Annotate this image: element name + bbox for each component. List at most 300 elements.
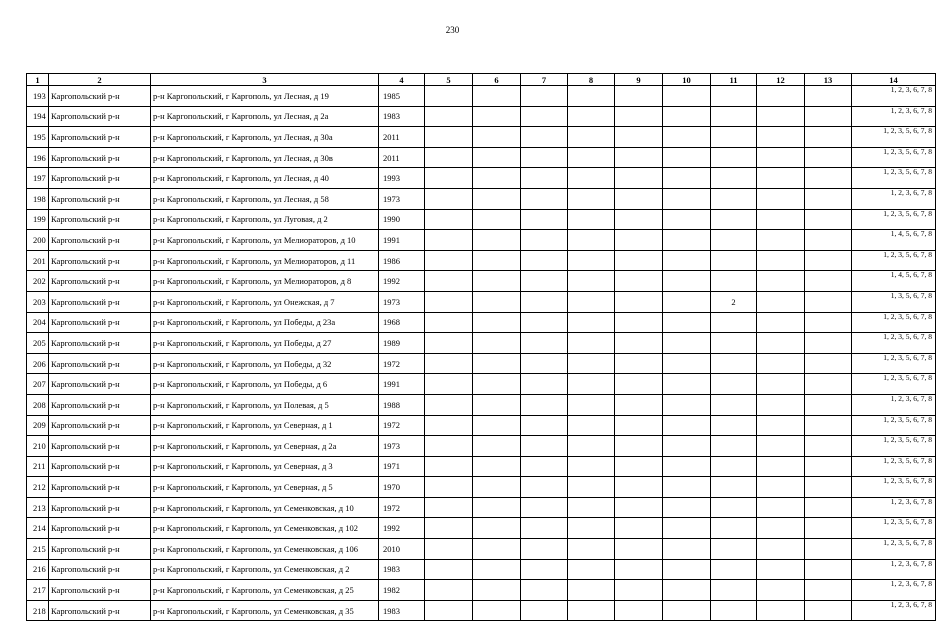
col14-cell: 1, 2, 3, 5, 6, 7, 8: [852, 147, 936, 168]
col6-cell: [473, 250, 521, 271]
col7-cell: [521, 497, 568, 518]
year-cell: 1970: [379, 477, 425, 498]
col6-cell: [473, 230, 521, 251]
address-cell: р-н Каргопольский, г Каргополь, ул Семенковская, д 35: [151, 600, 379, 621]
table-row: [27, 374, 936, 395]
district-cell: Каргопольский р-н: [49, 374, 151, 395]
col9-cell: [615, 271, 663, 292]
table-row: [27, 415, 936, 436]
col14-cell: 1, 2, 3, 5, 6, 7, 8: [852, 477, 936, 498]
col6-cell: [473, 436, 521, 457]
table-row: [27, 106, 936, 127]
column-header: 11: [711, 74, 757, 86]
col14-cell: 1, 2, 3, 5, 6, 7, 8: [852, 415, 936, 436]
col12-cell: [757, 353, 805, 374]
col14-cell: 1, 2, 3, 6, 7, 8: [852, 600, 936, 621]
year-cell: 1972: [379, 415, 425, 436]
year-cell: 1973: [379, 291, 425, 312]
table-row: [27, 230, 936, 251]
col8-cell: [568, 209, 615, 230]
table-row: [27, 353, 936, 374]
col13-cell: [805, 518, 852, 539]
col5-cell: [425, 86, 473, 107]
col11-cell: [711, 353, 757, 374]
address-cell: р-н Каргопольский, г Каргополь, ул Северная, д 3: [151, 456, 379, 477]
row-number-cell: 206: [27, 353, 49, 374]
address-cell: р-н Каргопольский, г Каргополь, ул Северная, д 2а: [151, 436, 379, 457]
col12-cell: [757, 230, 805, 251]
col10-cell: [663, 86, 711, 107]
row-number-cell: 215: [27, 539, 49, 560]
row-number-cell: 203: [27, 291, 49, 312]
table-row: [27, 456, 936, 477]
col11-cell: [711, 456, 757, 477]
col8-cell: [568, 188, 615, 209]
col8-cell: [568, 106, 615, 127]
district-cell: Каргопольский р-н: [49, 106, 151, 127]
col12-cell: [757, 291, 805, 312]
col7-cell: [521, 539, 568, 560]
col13-cell: [805, 147, 852, 168]
col14-cell: 1, 2, 3, 5, 6, 7, 8: [852, 127, 936, 148]
year-cell: 1983: [379, 559, 425, 580]
col7-cell: [521, 127, 568, 148]
table-row: [27, 312, 936, 333]
col5-cell: [425, 312, 473, 333]
col13-cell: [805, 559, 852, 580]
col13-cell: [805, 333, 852, 354]
col13-cell: [805, 209, 852, 230]
year-cell: 2011: [379, 147, 425, 168]
year-cell: 1989: [379, 333, 425, 354]
col9-cell: [615, 86, 663, 107]
year-cell: 1972: [379, 497, 425, 518]
col13-cell: [805, 168, 852, 189]
address-cell: р-н Каргопольский, г Каргополь, ул Семенковская, д 106: [151, 539, 379, 560]
col11-cell: [711, 271, 757, 292]
col12-cell: [757, 106, 805, 127]
col13-cell: [805, 415, 852, 436]
column-header: 12: [757, 74, 805, 86]
col5-cell: [425, 127, 473, 148]
col10-cell: [663, 250, 711, 271]
col7-cell: [521, 86, 568, 107]
col12-cell: [757, 312, 805, 333]
header-row: [27, 74, 936, 86]
col9-cell: [615, 497, 663, 518]
col5-cell: [425, 456, 473, 477]
col5-cell: [425, 353, 473, 374]
col8-cell: [568, 600, 615, 621]
row-number-cell: 204: [27, 312, 49, 333]
col14-cell: 1, 2, 3, 5, 6, 7, 8: [852, 436, 936, 457]
column-header: 14: [852, 74, 936, 86]
col11-cell: [711, 127, 757, 148]
col12-cell: [757, 147, 805, 168]
col14-cell: 1, 2, 3, 6, 7, 8: [852, 497, 936, 518]
year-cell: 1972: [379, 353, 425, 374]
district-cell: Каргопольский р-н: [49, 600, 151, 621]
row-number-cell: 198: [27, 188, 49, 209]
address-cell: р-н Каргопольский, г Каргополь, ул Победы, д 23а: [151, 312, 379, 333]
row-number-cell: 205: [27, 333, 49, 354]
col5-cell: [425, 209, 473, 230]
col8-cell: [568, 477, 615, 498]
col5-cell: [425, 539, 473, 560]
col14-cell: 1, 2, 3, 5, 6, 7, 8: [852, 312, 936, 333]
col8-cell: [568, 394, 615, 415]
col6-cell: [473, 559, 521, 580]
col7-cell: [521, 559, 568, 580]
col8-cell: [568, 559, 615, 580]
year-cell: 1983: [379, 600, 425, 621]
col6-cell: [473, 209, 521, 230]
col11-cell: [711, 600, 757, 621]
address-cell: р-н Каргопольский, г Каргополь, ул Онежская, д 7: [151, 291, 379, 312]
col14-cell: 1, 2, 3, 6, 7, 8: [852, 559, 936, 580]
col10-cell: [663, 127, 711, 148]
table-row: [27, 518, 936, 539]
district-cell: Каргопольский р-н: [49, 518, 151, 539]
col8-cell: [568, 333, 615, 354]
col9-cell: [615, 230, 663, 251]
address-cell: р-н Каргопольский, г Каргополь, ул Семенковская, д 2: [151, 559, 379, 580]
col11-cell: [711, 559, 757, 580]
district-cell: Каргопольский р-н: [49, 209, 151, 230]
table-row: [27, 333, 936, 354]
col10-cell: [663, 436, 711, 457]
district-cell: Каргопольский р-н: [49, 250, 151, 271]
row-number-cell: 207: [27, 374, 49, 395]
address-cell: р-н Каргопольский, г Каргополь, ул Мелиораторов, д 8: [151, 271, 379, 292]
district-cell: Каргопольский р-н: [49, 86, 151, 107]
col12-cell: [757, 580, 805, 601]
col10-cell: [663, 291, 711, 312]
column-header: 9: [615, 74, 663, 86]
address-cell: р-н Каргопольский, г Каргополь, ул Победы, д 27: [151, 333, 379, 354]
col8-cell: [568, 168, 615, 189]
col12-cell: [757, 394, 805, 415]
col9-cell: [615, 209, 663, 230]
col11-cell: [711, 436, 757, 457]
district-cell: Каргопольский р-н: [49, 168, 151, 189]
district-cell: Каргопольский р-н: [49, 497, 151, 518]
col5-cell: [425, 230, 473, 251]
col12-cell: [757, 127, 805, 148]
col9-cell: [615, 291, 663, 312]
col12-cell: [757, 271, 805, 292]
district-cell: Каргопольский р-н: [49, 291, 151, 312]
col6-cell: [473, 477, 521, 498]
col8-cell: [568, 518, 615, 539]
row-number-cell: 202: [27, 271, 49, 292]
col6-cell: [473, 127, 521, 148]
col8-cell: [568, 456, 615, 477]
row-number-cell: 211: [27, 456, 49, 477]
col6-cell: [473, 497, 521, 518]
col11-cell: [711, 168, 757, 189]
table-body: [27, 86, 936, 621]
col7-cell: [521, 456, 568, 477]
col10-cell: [663, 600, 711, 621]
col11-cell: [711, 497, 757, 518]
col14-cell: 1, 2, 3, 5, 6, 7, 8: [852, 518, 936, 539]
col12-cell: [757, 209, 805, 230]
table-row: [27, 497, 936, 518]
col7-cell: [521, 106, 568, 127]
col7-cell: [521, 353, 568, 374]
district-cell: Каргопольский р-н: [49, 312, 151, 333]
col9-cell: [615, 436, 663, 457]
col13-cell: [805, 230, 852, 251]
col11-cell: [711, 477, 757, 498]
col8-cell: [568, 230, 615, 251]
row-number-cell: 212: [27, 477, 49, 498]
col11-cell: [711, 209, 757, 230]
col13-cell: [805, 106, 852, 127]
col14-cell: 1, 2, 3, 6, 7, 8: [852, 106, 936, 127]
col9-cell: [615, 333, 663, 354]
col7-cell: [521, 230, 568, 251]
col12-cell: [757, 86, 805, 107]
col14-cell: 1, 4, 5, 6, 7, 8: [852, 230, 936, 251]
col5-cell: [425, 394, 473, 415]
district-cell: Каргопольский р-н: [49, 271, 151, 292]
col5-cell: [425, 436, 473, 457]
table-row: [27, 271, 936, 292]
col8-cell: [568, 291, 615, 312]
address-cell: р-н Каргопольский, г Каргополь, ул Лесная, д 30а: [151, 127, 379, 148]
column-header: 6: [473, 74, 521, 86]
district-cell: Каргопольский р-н: [49, 127, 151, 148]
col11-cell: [711, 333, 757, 354]
row-number-cell: 210: [27, 436, 49, 457]
col14-cell: 1, 2, 3, 5, 6, 7, 8: [852, 250, 936, 271]
col9-cell: [615, 312, 663, 333]
address-cell: р-н Каргопольский, г Каргополь, ул Мелиораторов, д 11: [151, 250, 379, 271]
column-header: 10: [663, 74, 711, 86]
col6-cell: [473, 518, 521, 539]
col9-cell: [615, 415, 663, 436]
col6-cell: [473, 394, 521, 415]
col10-cell: [663, 106, 711, 127]
year-cell: 1971: [379, 456, 425, 477]
year-cell: 1991: [379, 374, 425, 395]
col9-cell: [615, 580, 663, 601]
column-header: 4: [379, 74, 425, 86]
col7-cell: [521, 333, 568, 354]
col13-cell: [805, 497, 852, 518]
col12-cell: [757, 333, 805, 354]
col13-cell: [805, 250, 852, 271]
col14-cell: 1, 2, 3, 6, 7, 8: [852, 188, 936, 209]
col9-cell: [615, 600, 663, 621]
col6-cell: [473, 291, 521, 312]
col10-cell: [663, 456, 711, 477]
district-cell: Каргопольский р-н: [49, 559, 151, 580]
address-cell: р-н Каргопольский, г Каргополь, ул Победы, д 6: [151, 374, 379, 395]
table-row: [27, 539, 936, 560]
col7-cell: [521, 209, 568, 230]
col14-cell: 1, 2, 3, 5, 6, 7, 8: [852, 168, 936, 189]
address-cell: р-н Каргопольский, г Каргополь, ул Лесная, д 2а: [151, 106, 379, 127]
row-number-cell: 194: [27, 106, 49, 127]
col9-cell: [615, 394, 663, 415]
col14-cell: 1, 2, 3, 5, 6, 7, 8: [852, 456, 936, 477]
col10-cell: [663, 147, 711, 168]
col5-cell: [425, 415, 473, 436]
col5-cell: [425, 106, 473, 127]
col6-cell: [473, 600, 521, 621]
col12-cell: [757, 559, 805, 580]
district-cell: Каргопольский р-н: [49, 147, 151, 168]
year-cell: 1990: [379, 209, 425, 230]
col5-cell: [425, 559, 473, 580]
col11-cell: [711, 415, 757, 436]
address-cell: р-н Каргопольский, г Каргополь, ул Мелиораторов, д 10: [151, 230, 379, 251]
address-cell: р-н Каргопольский, г Каргополь, ул Семенковская, д 10: [151, 497, 379, 518]
col10-cell: [663, 333, 711, 354]
col5-cell: [425, 168, 473, 189]
col12-cell: [757, 250, 805, 271]
year-cell: 2010: [379, 539, 425, 560]
address-cell: р-н Каргопольский, г Каргополь, ул Северная, д 1: [151, 415, 379, 436]
district-cell: Каргопольский р-н: [49, 353, 151, 374]
col10-cell: [663, 209, 711, 230]
col9-cell: [615, 559, 663, 580]
col6-cell: [473, 456, 521, 477]
col13-cell: [805, 353, 852, 374]
col14-cell: 1, 2, 3, 6, 7, 8: [852, 580, 936, 601]
col14-cell: 1, 2, 3, 6, 7, 8: [852, 86, 936, 107]
col13-cell: [805, 127, 852, 148]
col7-cell: [521, 291, 568, 312]
col6-cell: [473, 580, 521, 601]
year-cell: 1988: [379, 394, 425, 415]
col6-cell: [473, 415, 521, 436]
col13-cell: [805, 436, 852, 457]
col9-cell: [615, 147, 663, 168]
housing-table: [26, 73, 936, 621]
col8-cell: [568, 497, 615, 518]
col11-cell: [711, 539, 757, 560]
row-number-cell: 217: [27, 580, 49, 601]
address-cell: р-н Каргопольский, г Каргополь, ул Семенковская, д 102: [151, 518, 379, 539]
col9-cell: [615, 250, 663, 271]
col8-cell: [568, 250, 615, 271]
col14-cell: 1, 2, 3, 6, 7, 8: [852, 394, 936, 415]
table-row: [27, 209, 936, 230]
year-cell: 1968: [379, 312, 425, 333]
col10-cell: [663, 168, 711, 189]
col10-cell: [663, 559, 711, 580]
col11-cell: [711, 312, 757, 333]
col5-cell: [425, 477, 473, 498]
col7-cell: [521, 600, 568, 621]
col6-cell: [473, 353, 521, 374]
col9-cell: [615, 127, 663, 148]
col9-cell: [615, 477, 663, 498]
col11-cell: [711, 394, 757, 415]
col12-cell: [757, 456, 805, 477]
col7-cell: [521, 580, 568, 601]
col5-cell: [425, 250, 473, 271]
col7-cell: [521, 147, 568, 168]
col7-cell: [521, 436, 568, 457]
address-cell: р-н Каргопольский, г Каргополь, ул Лесная, д 19: [151, 86, 379, 107]
col8-cell: [568, 415, 615, 436]
col13-cell: [805, 394, 852, 415]
col14-cell: 1, 2, 3, 5, 6, 7, 8: [852, 209, 936, 230]
col13-cell: [805, 312, 852, 333]
column-header: 8: [568, 74, 615, 86]
district-cell: Каргопольский р-н: [49, 188, 151, 209]
col12-cell: [757, 188, 805, 209]
col10-cell: [663, 580, 711, 601]
col5-cell: [425, 580, 473, 601]
col14-cell: 1, 2, 3, 5, 6, 7, 8: [852, 374, 936, 395]
col11-cell: [711, 250, 757, 271]
col6-cell: [473, 312, 521, 333]
address-cell: р-н Каргопольский, г Каргополь, ул Полевая, д 5: [151, 394, 379, 415]
col14-cell: 1, 4, 5, 6, 7, 8: [852, 271, 936, 292]
col9-cell: [615, 168, 663, 189]
col10-cell: [663, 353, 711, 374]
col7-cell: [521, 250, 568, 271]
year-cell: 1985: [379, 86, 425, 107]
row-number-cell: 201: [27, 250, 49, 271]
row-number-cell: 208: [27, 394, 49, 415]
col6-cell: [473, 374, 521, 395]
district-cell: Каргопольский р-н: [49, 477, 151, 498]
col7-cell: [521, 188, 568, 209]
table-row: [27, 600, 936, 621]
col12-cell: [757, 436, 805, 457]
table-row: [27, 559, 936, 580]
table-row: [27, 127, 936, 148]
col8-cell: [568, 580, 615, 601]
year-cell: 1973: [379, 188, 425, 209]
col7-cell: [521, 374, 568, 395]
col9-cell: [615, 188, 663, 209]
col8-cell: [568, 86, 615, 107]
col7-cell: [521, 415, 568, 436]
district-cell: Каргопольский р-н: [49, 456, 151, 477]
col14-cell: 1, 2, 3, 5, 6, 7, 8: [852, 333, 936, 354]
col6-cell: [473, 147, 521, 168]
col9-cell: [615, 518, 663, 539]
col5-cell: [425, 291, 473, 312]
col7-cell: [521, 312, 568, 333]
district-cell: Каргопольский р-н: [49, 415, 151, 436]
district-cell: Каргопольский р-н: [49, 394, 151, 415]
col12-cell: [757, 374, 805, 395]
row-number-cell: 216: [27, 559, 49, 580]
table-row: [27, 394, 936, 415]
col9-cell: [615, 353, 663, 374]
col7-cell: [521, 168, 568, 189]
table-row: [27, 188, 936, 209]
col8-cell: [568, 539, 615, 560]
district-cell: Каргопольский р-н: [49, 333, 151, 354]
address-cell: р-н Каргопольский, г Каргополь, ул Победы, д 32: [151, 353, 379, 374]
row-number-cell: 195: [27, 127, 49, 148]
col10-cell: [663, 374, 711, 395]
col6-cell: [473, 86, 521, 107]
address-cell: р-н Каргопольский, г Каргополь, ул Луговая, д 2: [151, 209, 379, 230]
row-number-cell: 199: [27, 209, 49, 230]
col11-cell: [711, 374, 757, 395]
